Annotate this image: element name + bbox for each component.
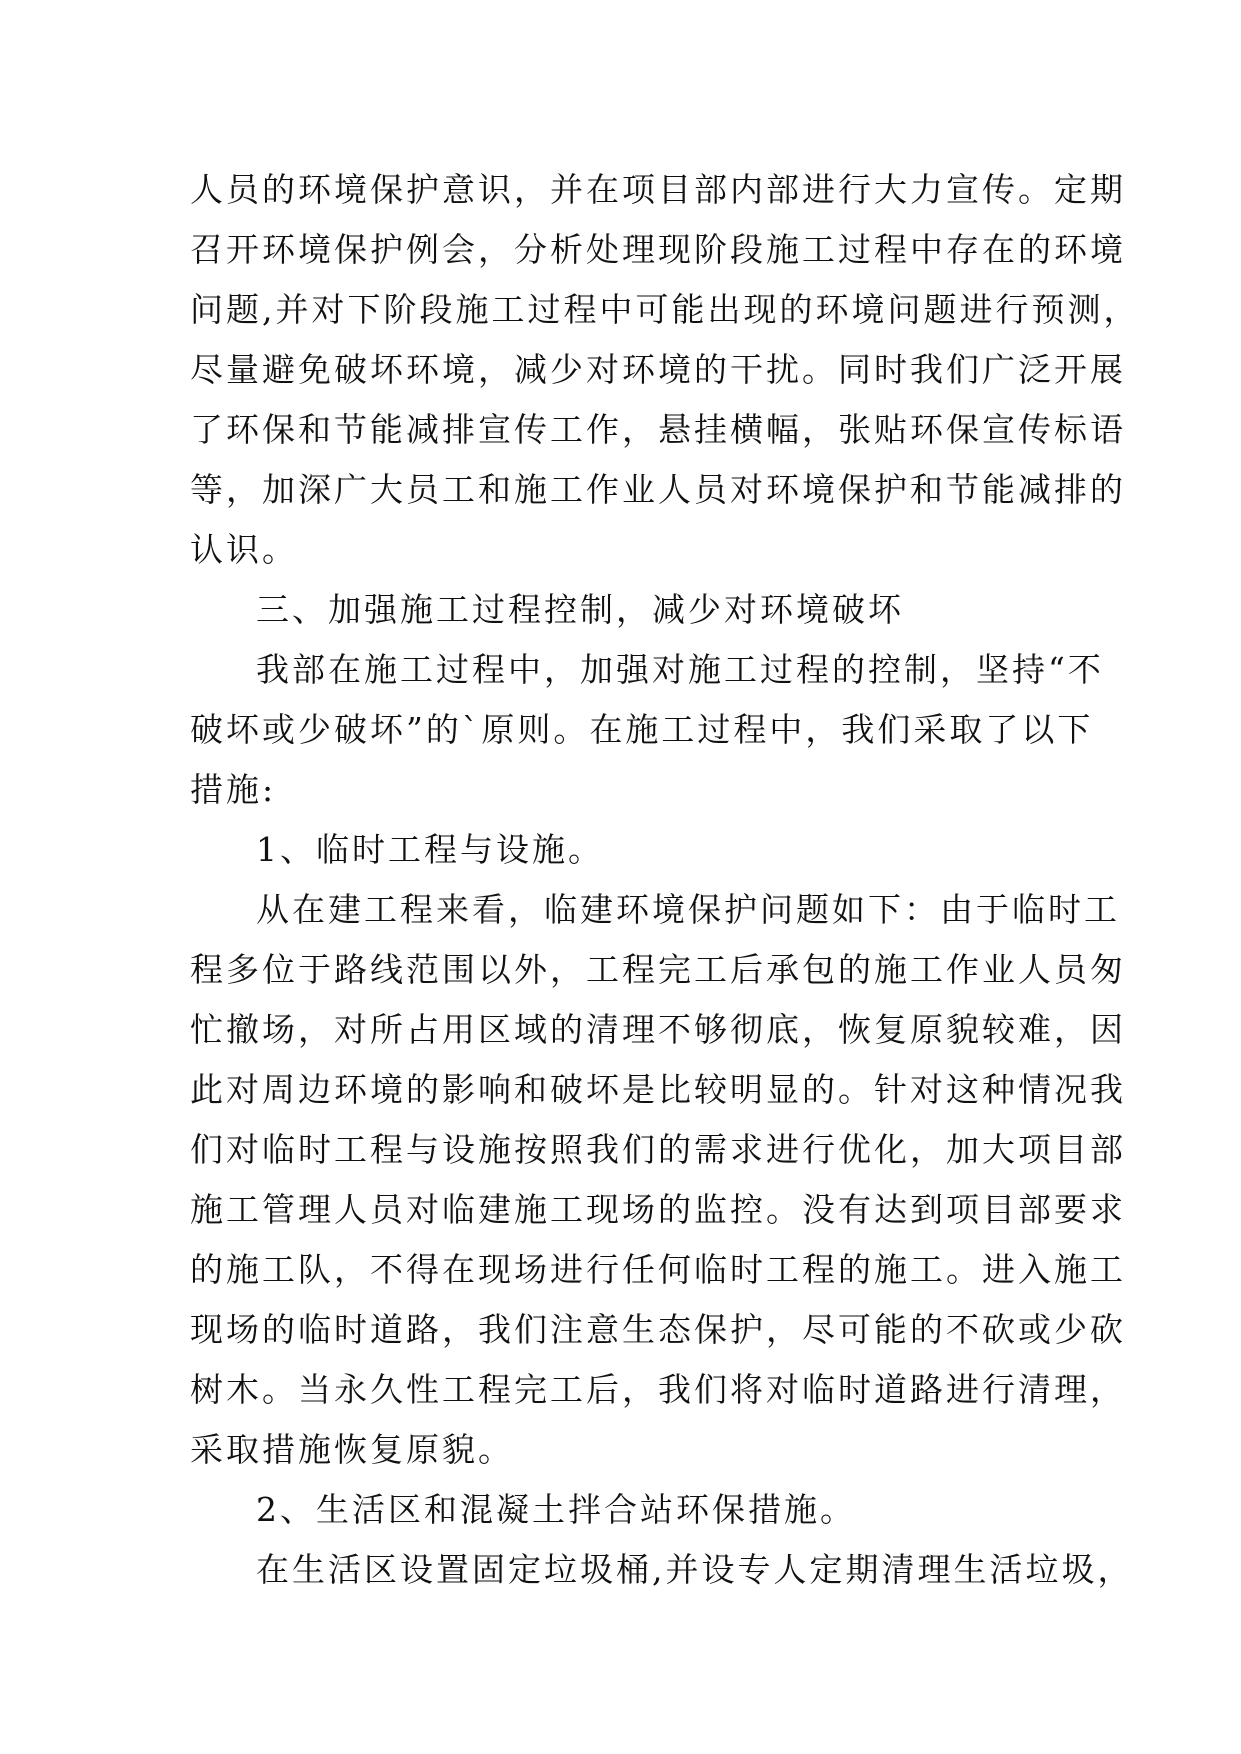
text-line: 程多位于路线范围以外，工程完工后承包的施工作业人员匆 <box>190 950 1126 989</box>
section-heading: 三、加强施工过程控制，减少对环境破坏 <box>256 590 904 629</box>
text-line: 了环保和节能减排宣传工作，悬挂横幅，张贴环保宣传标语 <box>190 410 1126 449</box>
text-line: 人员的环境保护意识，并在项目部内部进行大力宣传。定期 <box>190 170 1126 209</box>
text-line: 我部在施工过程中，加强对施工过程的控制，坚持“不 <box>256 650 1104 689</box>
text-line: 破坏或少破坏”的`原则。在施工过程中，我们采取了以下 <box>190 710 1094 749</box>
text-line: 采取措施恢复原貌。 <box>190 1430 514 1469</box>
text-line: 施工管理人员对临建施工现场的监控。没有达到项目部要求 <box>190 1190 1126 1229</box>
text-line: 忙撤场，对所占用区域的清理不够彻底，恢复原貌较难，因 <box>190 1010 1126 1049</box>
text-line: 此对周边环境的影响和破坏是比较明显的。针对这种情况我 <box>190 1070 1126 1109</box>
subsection-heading: 2、生活区和混凝土拌合站环保措施。 <box>256 1490 856 1529</box>
text-line: 树木。当永久性工程完工后，我们将对临时道路进行清理， <box>190 1370 1126 1409</box>
text-line: 的施工队，不得在现场进行任何临时工程的施工。进入施工 <box>190 1250 1126 1289</box>
text-line: 问题,并对下阶段施工过程中可能出现的环境问题进行预测， <box>190 290 1140 329</box>
text-line: 召开环境保护例会，分析处理现阶段施工过程中存在的环境 <box>190 230 1126 269</box>
text-line: 从在建工程来看，临建环境保护问题如下：由于临时工 <box>256 890 1120 929</box>
text-line: 在生活区设置固定垃圾桶,并设专人定期清理生活垃圾， <box>256 1550 1134 1589</box>
text-line: 现场的临时道路，我们注意生态保护，尽可能的不砍或少砍 <box>190 1310 1126 1349</box>
text-line: 尽量避免破坏环境，减少对环境的干扰。同时我们广泛开展 <box>190 350 1126 389</box>
text-line: 们对临时工程与设施按照我们的需求进行优化，加大项目部 <box>190 1130 1126 1169</box>
text-line: 措施: <box>190 770 277 809</box>
subsection-heading: 1、临时工程与设施。 <box>256 830 604 869</box>
text-line: 等，加深广大员工和施工作业人员对环境保护和节能减排的 <box>190 470 1126 509</box>
text-line: 认识。 <box>190 530 298 569</box>
